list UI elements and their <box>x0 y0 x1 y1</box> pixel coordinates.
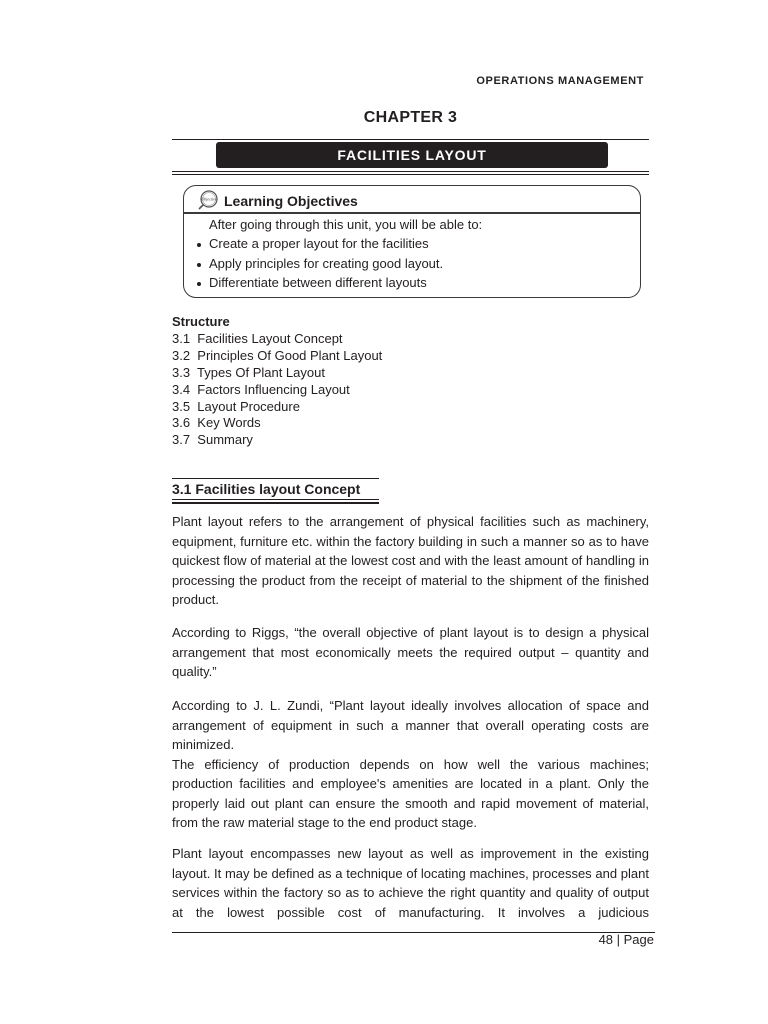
objective-item: Differentiate between different layouts <box>184 275 443 295</box>
structure-list <box>172 314 382 449</box>
learning-objectives-list <box>184 236 443 295</box>
section-heading-underline-2 <box>172 502 379 504</box>
structure-item: 3.6 Key Words <box>172 415 261 431</box>
bullet-icon <box>197 282 201 286</box>
chapter-top-rule <box>172 139 649 140</box>
paragraph-1: Plant layout refers to the arrangement of physical facilities such as machinery, equipment, furniture etc. within the factory building in such a manner so as to have quickest flow of material at the lowest cost and with the least amount of handling in processing the product from the receipt of material to the shipment of the finished product. <box>172 514 649 607</box>
structure-item: 3.7 Summary <box>172 432 253 448</box>
objective-item: Apply principles for creating good layout. <box>184 256 443 276</box>
structure-item: 3.3 Types Of Plant Layout <box>172 364 325 380</box>
structure-heading: Structure <box>172 314 230 329</box>
structure-item: 3.4 Factors Influencing Layout <box>172 381 350 397</box>
paragraph-layout-definition: Plant layout encompasses new layout as well as improvement in the existing layout. It may be defined as a technique of locating machines, processes and plant services within the factory so as to achieve the right quantity and quality of output at the lowest possible cost of manufacturing. It involves a judicious <box>172 846 649 920</box>
section-heading-top-rule <box>172 478 379 479</box>
running-head: OPERATIONS MANAGEMENT <box>476 75 644 87</box>
learning-objectives-divider <box>184 212 640 214</box>
chapter-bottom-rule-2 <box>172 174 649 175</box>
chapter-bottom-rule-1 <box>172 171 649 172</box>
svg-text:Objective: Objective <box>201 196 217 202</box>
learning-objectives-box <box>183 185 641 298</box>
paragraph-riggs-quote: According to Riggs, “the overall objective of plant layout is to design a physical arrangement that most economically meets the required output – quantity and quality.” <box>172 625 649 679</box>
section-heading-underline-1 <box>172 499 379 500</box>
page-number: 48 | Page <box>598 932 654 947</box>
structure-item: 3.1 Facilities Layout Concept <box>172 330 343 346</box>
objective-item: Create a proper layout for the facilities <box>184 236 443 256</box>
objective-magnifier-icon <box>198 190 218 210</box>
structure-item: 3.2 Principles Of Good Plant Layout <box>172 347 383 363</box>
bullet-icon <box>197 263 201 267</box>
chapter-label: CHAPTER 3 <box>363 109 458 126</box>
learning-objectives-title: Learning Objectives <box>224 193 358 209</box>
section-heading: 3.1 Facilities layout Concept <box>172 481 361 497</box>
bullet-icon <box>197 243 201 247</box>
chapter-title-banner: FACILITIES LAYOUT <box>216 142 608 168</box>
structure-item: 3.5 Layout Procedure <box>172 398 300 414</box>
paragraph-zundi-quote: According to J. L. Zundi, “Plant layout ideally involves allocation of space and arrangement of equipment in such a manner that overall operating costs are minimized. The efficiency of production depends on how well the various machines; production facilities and employee's amenities are located in a plant. Only the properly laid out plant can ensure the smooth and rapid movement of material, from the raw material stage to the end product stage. <box>172 696 649 833</box>
paragraph-efficiency: The efficiency of production depends on how well the various machines; production facilities and employee's amenities are located in a plant. Only the properly laid out plant can ensure the smooth and rapid movement of material, from the raw material stage to the end product stage. <box>172 756 649 830</box>
learning-objectives-intro: After going through this unit, you will be able to: <box>209 217 483 232</box>
